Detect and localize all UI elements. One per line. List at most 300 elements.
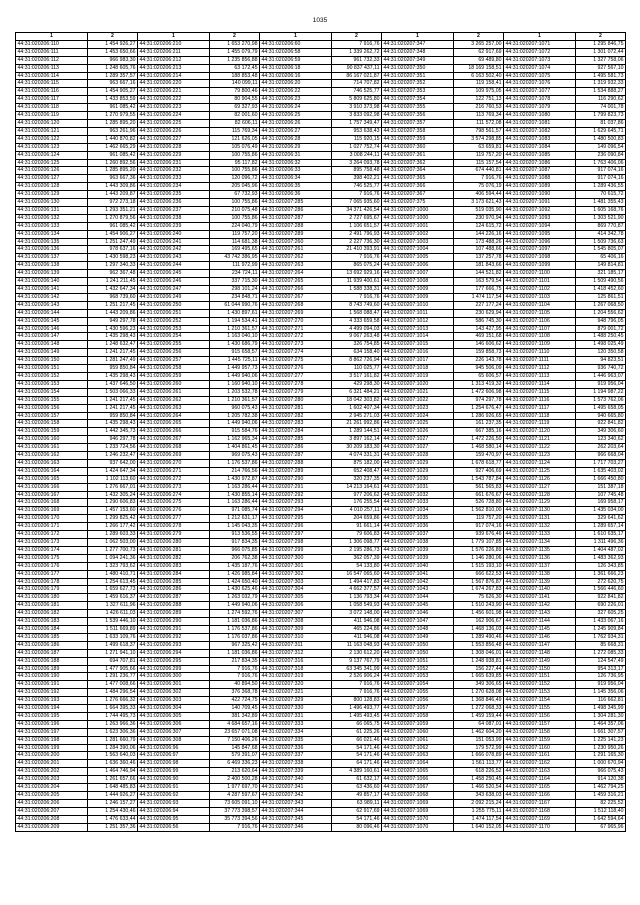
cadastral-number-cell: 44:31:020206:185 xyxy=(16,633,88,641)
cadastral-number-cell: 44:31:020207:366 xyxy=(382,183,454,191)
cadastral-value-cell: 1 512 118,40 xyxy=(576,807,626,815)
cadastral-value-cell: 1 306 098,77 xyxy=(332,539,382,547)
cadastral-number-cell: 44:31:020206:196 xyxy=(16,720,88,728)
cadastral-value-cell: 7 150 406,26 xyxy=(210,736,260,744)
table-row xyxy=(16,586,626,594)
table-row xyxy=(16,309,626,317)
cadastral-number-cell: 44:31:020206:138 xyxy=(16,262,88,270)
cadastral-value-cell: 122 751,13 xyxy=(454,96,504,104)
cadastral-value-cell: 969 075,43 xyxy=(210,452,260,460)
table-row xyxy=(16,515,626,523)
column-header: 2 xyxy=(210,33,260,41)
cadastral-value-cell: 140 709,45 xyxy=(210,705,260,713)
table-row xyxy=(16,784,626,792)
cadastral-number-cell: 44:31:020206:208 xyxy=(16,815,88,823)
cadastral-value-cell: 865 075,24 xyxy=(332,262,382,270)
cadastral-number-cell: 44:31:020207:1029 xyxy=(382,459,454,467)
cadastral-number-cell: 44:31:020207:1096 xyxy=(504,238,576,246)
cadastral-number-cell: 44:31:020206:20 xyxy=(260,80,332,88)
cadastral-value-cell: 149 814,81 xyxy=(576,262,626,270)
cadastral-number-cell: 44:31:020207:1094 xyxy=(504,222,576,230)
cadastral-number-cell: 44:31:020207:1026 xyxy=(382,428,454,436)
cadastral-number-cell: 44:31:020206:210 xyxy=(138,40,210,48)
table-row xyxy=(16,776,626,784)
cadastral-value-cell: 1 472 226,50 xyxy=(454,436,504,444)
cadastral-value-cell: 79 606,83 xyxy=(332,531,382,539)
cadastral-number-cell: 44:31:020207:1030 xyxy=(382,475,454,483)
cadastral-value-cell: 1 588 338,31 xyxy=(332,286,382,294)
cadastral-value-cell: 1 494 417,83 xyxy=(332,578,382,586)
cadastral-value-cell: 1 430 625,46 xyxy=(210,586,260,594)
table-row xyxy=(16,48,626,56)
cadastral-number-cell: 44:31:020206:254 xyxy=(138,333,210,341)
cadastral-number-cell: 44:31:020206:182 xyxy=(16,610,88,618)
cadastral-value-cell: 1 495 658,05 xyxy=(576,404,626,412)
cadastral-number-cell: 44:31:020206:177 xyxy=(16,570,88,578)
table-row xyxy=(16,728,626,736)
cadastral-value-cell: 7 916,76 xyxy=(210,673,260,681)
cadastral-value-cell: 1 246 157,27 xyxy=(88,799,138,807)
cadastral-number-cell: 44:31:020206:200 xyxy=(16,752,88,760)
table-row xyxy=(16,135,626,143)
cadastral-number-cell: 44:31:020206:117 xyxy=(16,96,88,104)
cadastral-number-cell: 44:31:020207:273 xyxy=(260,341,332,349)
cadastral-number-cell: 44:31:020207:1003 xyxy=(382,238,454,246)
cadastral-value-cell: 1 445 725,11 xyxy=(210,357,260,365)
cadastral-number-cell: 44:31:020206:157 xyxy=(16,412,88,420)
cadastral-number-cell: 44:31:020207:1111 xyxy=(504,357,576,365)
cadastral-value-cell: 1 270 628,08 xyxy=(454,689,504,697)
cadastral-value-cell: 1 454 905,27 xyxy=(88,88,138,96)
cadastral-value-cell: 746 525,77 xyxy=(332,88,382,96)
cadastral-value-cell: 4 684 657,16 xyxy=(210,720,260,728)
cadastral-value-cell: 1 241 217,45 xyxy=(88,404,138,412)
cadastral-number-cell: 44:31:020207:1143 xyxy=(504,610,576,618)
table-row xyxy=(16,40,626,48)
cadastral-number-cell: 44:31:020207:1090 xyxy=(504,191,576,199)
cadastral-value-cell: 1 274 592,76 xyxy=(210,610,260,618)
cadastral-value-cell: 1 295 846,75 xyxy=(576,40,626,48)
table-row xyxy=(16,64,626,72)
cadastral-value-cell: 666 622,53 xyxy=(454,570,504,578)
cadastral-number-cell: 44:31:020207:1054 xyxy=(382,681,454,689)
cadastral-number-cell: 44:31:020206:160 xyxy=(16,436,88,444)
cadastral-value-cell: 1 313 419,32 xyxy=(454,380,504,388)
cadastral-number-cell: 44:31:020207:282 xyxy=(260,412,332,420)
cadastral-value-cell: 919 956,04 xyxy=(576,681,626,689)
cadastral-value-cell: 120 350,58 xyxy=(576,349,626,357)
cadastral-number-cell: 44:31:020207:1060 xyxy=(382,728,454,736)
cadastral-value-cell: 1 270 979,55 xyxy=(88,112,138,120)
cadastral-value-cell: 917 074,16 xyxy=(454,523,504,531)
cadastral-value-cell: 1 289 144,51 xyxy=(332,428,382,436)
cadastral-number-cell: 44:31:020207:1084 xyxy=(504,143,576,151)
cadastral-value-cell: 100 755,86 xyxy=(210,199,260,207)
cadastral-value-cell: 320 237,35 xyxy=(332,475,382,483)
cadastral-number-cell: 44:31:020206:222 xyxy=(138,96,210,104)
cadastral-number-cell: 44:31:020207:1101 xyxy=(504,278,576,286)
cadastral-value-cell: 145 847,68 xyxy=(210,744,260,752)
table-row xyxy=(16,246,626,254)
cadastral-value-cell: 1 299 825,42 xyxy=(88,515,138,523)
cadastral-value-cell: 1 424 647,34 xyxy=(88,467,138,475)
cadastral-number-cell: 44:31:020206:94 xyxy=(138,807,210,815)
cadastral-value-cell: 1 605 168,76 xyxy=(576,206,626,214)
cadastral-value-cell: 109 975,05 xyxy=(454,88,504,96)
cadastral-value-cell: 1 515 193,10 xyxy=(454,562,504,570)
cadastral-number-cell: 44:31:020206:237 xyxy=(138,206,210,214)
cadastral-number-cell: 44:31:020206:229 xyxy=(138,151,210,159)
cadastral-value-cell: 940 665,80 xyxy=(576,412,626,420)
cadastral-value-cell: 7 916,76 xyxy=(454,175,504,183)
cadastral-value-cell: 126 736,95 xyxy=(576,673,626,681)
cadastral-number-cell: 44:31:020206:307 xyxy=(138,728,210,736)
cadastral-number-cell: 44:31:020206:27 xyxy=(260,127,332,135)
cadastral-number-cell: 44:31:020207:330 xyxy=(260,705,332,713)
cadastral-number-cell: 44:31:020206:173 xyxy=(16,539,88,547)
cadastral-value-cell: 224 040,79 xyxy=(210,222,260,230)
cadastral-number-cell: 44:31:020206:287 xyxy=(138,594,210,602)
cadastral-value-cell: 1 145 356,06 xyxy=(576,689,626,697)
cadastral-number-cell: 44:31:020206:234 xyxy=(138,183,210,191)
cadastral-number-cell: 44:31:020207:1134 xyxy=(504,539,576,547)
cadastral-number-cell: 44:31:020207:320 xyxy=(260,681,332,689)
cadastral-value-cell: 1 456 601,98 xyxy=(454,610,504,618)
cadastral-number-cell: 44:31:020206:56 xyxy=(138,823,210,831)
cadastral-number-cell: 44:31:020207:1095 xyxy=(504,230,576,238)
cadastral-value-cell: 111 572,08 xyxy=(454,119,504,127)
cadastral-value-cell: 1 449 957,73 xyxy=(210,365,260,373)
table-row xyxy=(16,104,626,112)
cadastral-number-cell: 44:31:020207:1064 xyxy=(382,760,454,768)
cadastral-number-cell: 44:31:020206:294 xyxy=(138,649,210,657)
cadastral-value-cell: 2 130 612,20 xyxy=(332,649,382,657)
cadastral-number-cell: 44:31:020206:112 xyxy=(16,56,88,64)
cadastral-value-cell: 144 521,82 xyxy=(454,270,504,278)
table-row xyxy=(16,436,626,444)
cadastral-value-cell: 1 361 666,23 xyxy=(576,570,626,578)
cadastral-number-cell: 44:31:020207:1068 xyxy=(382,792,454,800)
cadastral-number-cell: 44:31:020207:360 xyxy=(382,143,454,151)
cadastral-value-cell: 946 297,78 xyxy=(88,436,138,444)
cadastral-number-cell: 44:31:020207:287 xyxy=(260,452,332,460)
cadastral-value-cell: 1 553 856,48 xyxy=(454,641,504,649)
cadastral-value-cell: 922 841,82 xyxy=(576,420,626,428)
cadastral-value-cell: 126 343,85 xyxy=(576,562,626,570)
cadastral-number-cell: 44:31:020207:300 xyxy=(260,554,332,562)
cadastral-number-cell: 44:31:020207:1027 xyxy=(382,444,454,452)
cadastral-number-cell: 44:31:020207:1053 xyxy=(382,673,454,681)
cadastral-value-cell: 1 308 046,01 xyxy=(454,649,504,657)
cadastral-value-cell: 1 432 647,34 xyxy=(88,286,138,294)
table-row xyxy=(16,333,626,341)
cadastral-value-cell: 1 281 247,49 xyxy=(88,357,138,365)
cadastral-number-cell: 44:31:020207:357 xyxy=(382,119,454,127)
cadastral-number-cell: 44:31:020207:260 xyxy=(260,238,332,246)
cadastral-number-cell: 44:31:020207:1017 xyxy=(382,357,454,365)
cadastral-number-cell: 44:31:020206:303 xyxy=(138,697,210,705)
table-row xyxy=(16,357,626,365)
cadastral-value-cell: 1 281 660,79 xyxy=(88,736,138,744)
cadastral-number-cell: 44:31:020207:1067 xyxy=(382,784,454,792)
cadastral-value-cell: 948 796,05 xyxy=(576,317,626,325)
cadastral-value-cell: 966 075,85 xyxy=(210,546,260,554)
cadastral-value-cell: 61 044 990,76 xyxy=(210,301,260,309)
cadastral-number-cell: 44:31:020206:163 xyxy=(16,459,88,467)
cadastral-number-cell: 44:31:020207:297 xyxy=(260,531,332,539)
cadastral-value-cell: 63 345 341,99 xyxy=(332,665,382,673)
cadastral-number-cell: 44:31:020206:149 xyxy=(16,349,88,357)
cadastral-number-cell: 44:31:020207:1019 xyxy=(382,372,454,380)
cadastral-number-cell: 44:31:020206:166 xyxy=(16,483,88,491)
cadastral-value-cell: 1 289 436,55 xyxy=(576,183,626,191)
cadastral-number-cell: 44:31:020207:1170 xyxy=(504,823,576,831)
cadastral-number-cell: 44:31:020206:31 xyxy=(260,151,332,159)
cadastral-number-cell: 44:31:020206:16 xyxy=(260,72,332,80)
cadastral-value-cell: 1 648 485,83 xyxy=(88,784,138,792)
cadastral-number-cell: 44:31:020206:188 xyxy=(16,657,88,665)
cadastral-value-cell: 1 462 604,20 xyxy=(454,728,504,736)
cadastral-number-cell: 44:31:020207:268 xyxy=(260,301,332,309)
cadastral-number-cell: 44:31:020206:134 xyxy=(16,230,88,238)
table-row xyxy=(16,657,626,665)
cadastral-number-cell: 44:31:020206:147 xyxy=(16,333,88,341)
cadastral-number-cell: 44:31:020207:1050 xyxy=(382,641,454,649)
cadastral-number-cell: 44:31:020206:245 xyxy=(138,270,210,278)
cadastral-value-cell: 1 235 856,88 xyxy=(210,56,260,64)
cadastral-number-cell: 44:31:020206:192 xyxy=(16,689,88,697)
cadastral-number-cell: 44:31:020207:1008 xyxy=(382,278,454,286)
cadastral-value-cell: 1 472 606,98 xyxy=(454,388,504,396)
cadastral-value-cell: 3 910 373,98 xyxy=(332,104,382,112)
cadastral-value-cell: 915 658,57 xyxy=(210,349,260,357)
cadastral-number-cell: 44:31:020207:1092 xyxy=(504,206,576,214)
cadastral-value-cell: 1 176 537,86 xyxy=(210,459,260,467)
cadastral-value-cell: 272 620,75 xyxy=(576,578,626,586)
cadastral-number-cell: 44:31:020206:99 xyxy=(138,768,210,776)
cadastral-number-cell: 44:31:020207:375 xyxy=(382,199,454,207)
cadastral-value-cell: 1 162 965,34 xyxy=(210,436,260,444)
cadastral-number-cell: 44:31:020207:287 xyxy=(260,214,332,222)
cadastral-number-cell: 44:31:020206:289 xyxy=(138,610,210,618)
cadastral-value-cell: 1 293 351,21 xyxy=(88,206,138,214)
cadastral-number-cell: 44:31:020207:365 xyxy=(382,175,454,183)
cadastral-number-cell: 44:31:020207:1032 xyxy=(382,491,454,499)
cadastral-value-cell: 326 754,85 xyxy=(332,341,382,349)
table-row xyxy=(16,88,626,96)
cadastral-value-cell: 963 667,16 xyxy=(88,80,138,88)
cadastral-number-cell: 44:31:020207:1058 xyxy=(382,712,454,720)
cadastral-value-cell: 977 206,62 xyxy=(332,491,382,499)
cadastral-value-cell: 1 666 450,80 xyxy=(576,475,626,483)
table-header-row xyxy=(16,33,626,41)
cadastral-value-cell: 1 263 966,36 xyxy=(88,720,138,728)
cadastral-number-cell: 44:31:020207:1070 xyxy=(382,823,454,831)
cadastral-number-cell: 44:31:020206:189 xyxy=(16,665,88,673)
cadastral-value-cell: 1 145 043,35 xyxy=(210,523,260,531)
cadastral-number-cell: 44:31:020206:179 xyxy=(16,586,88,594)
cadastral-number-cell: 44:31:020207:1071 xyxy=(504,40,576,48)
cadastral-value-cell: 1 230 950,26 xyxy=(576,744,626,752)
cadastral-value-cell: 181 843,66 xyxy=(454,262,504,270)
cadastral-value-cell: 343 638,03 xyxy=(454,792,504,800)
cadastral-number-cell: 44:31:020206:118 xyxy=(16,104,88,112)
cadastral-number-cell: 44:31:020207:1000 xyxy=(382,214,454,222)
cadastral-value-cell: 3 833 092,98 xyxy=(332,112,382,120)
cadastral-number-cell: 44:31:020207:283 xyxy=(260,420,332,428)
cadastral-value-cell: 3 897 162,14 xyxy=(332,436,382,444)
cadastral-value-cell: 7 916,76 xyxy=(332,689,382,697)
cadastral-value-cell: 1 432 305,24 xyxy=(88,491,138,499)
cadastral-number-cell: 44:31:020206:158 xyxy=(16,420,88,428)
cadastral-value-cell: 14 213 164,61 xyxy=(332,483,382,491)
cadastral-number-cell: 44:31:020207:1103 xyxy=(504,293,576,301)
cadastral-number-cell: 44:31:020207:1159 xyxy=(504,736,576,744)
cadastral-number-cell: 44:31:020207:1139 xyxy=(504,578,576,586)
cadastral-value-cell: 227 177,24 xyxy=(454,301,504,309)
table-row xyxy=(16,262,626,270)
cadastral-number-cell: 44:31:020206:36 xyxy=(260,191,332,199)
cadastral-number-cell: 44:31:020207:291 xyxy=(260,483,332,491)
table-row xyxy=(16,760,626,768)
cadastral-number-cell: 44:31:020207:339 xyxy=(260,768,332,776)
cadastral-value-cell: 64 171,46 xyxy=(332,760,382,768)
cadastral-value-cell: 1 483 362,93 xyxy=(576,554,626,562)
cadastral-number-cell: 44:31:020207:1085 xyxy=(504,151,576,159)
cadastral-number-cell: 44:31:020206:181 xyxy=(16,602,88,610)
cadastral-value-cell: 7 065 935,60 xyxy=(332,199,382,207)
cadastral-number-cell: 44:31:020206:301 xyxy=(138,681,210,689)
cadastral-number-cell: 44:31:020206:115 xyxy=(16,80,88,88)
cadastral-value-cell: 1 480 500,83 xyxy=(576,135,626,143)
cadastral-value-cell: 105 076,49 xyxy=(210,143,260,151)
cadastral-number-cell: 44:31:020206:145 xyxy=(16,317,88,325)
cadastral-number-cell: 44:31:020206:206 xyxy=(16,799,88,807)
cadastral-value-cell: 919 956,04 xyxy=(576,380,626,388)
cadastral-number-cell: 44:31:020207:1123 xyxy=(504,452,576,460)
table-row xyxy=(16,127,626,135)
cadastral-number-cell: 44:31:020206:161 xyxy=(16,444,88,452)
cadastral-value-cell: 1 511 669,89 xyxy=(88,625,138,633)
cadastral-value-cell: 1 496 493,77 xyxy=(332,705,382,713)
cadastral-number-cell: 44:31:020206:139 xyxy=(16,270,88,278)
cadastral-number-cell: 44:31:020206:97 xyxy=(138,752,210,760)
cadastral-number-cell: 44:31:020206:172 xyxy=(16,531,88,539)
cadastral-value-cell: 1 562 810,00 xyxy=(454,507,504,515)
cadastral-number-cell: 44:31:020206:126 xyxy=(16,167,88,175)
table-row xyxy=(16,452,626,460)
cadastral-number-cell: 44:31:020206:125 xyxy=(16,159,88,167)
cadastral-number-cell: 44:31:020207:262 xyxy=(260,254,332,262)
cadastral-value-cell: 7 916,76 xyxy=(210,665,260,673)
cadastral-number-cell: 44:31:020207:1089 xyxy=(504,183,576,191)
cadastral-value-cell: 1 602 407,34 xyxy=(332,404,382,412)
cadastral-number-cell: 44:31:020207:1151 xyxy=(504,673,576,681)
cadastral-value-cell: 694 707,81 xyxy=(88,657,138,665)
cadastral-value-cell: 1 241 217,45 xyxy=(88,349,138,357)
cadastral-number-cell: 44:31:020207:1016 xyxy=(382,349,454,357)
cadastral-value-cell: 1 498 025,49 xyxy=(576,341,626,349)
cadastral-value-cell: 110 025,77 xyxy=(332,365,382,373)
cadastral-number-cell: 44:31:020206:267 xyxy=(138,436,210,444)
cadastral-value-cell: 176 255,54 xyxy=(332,499,382,507)
cadastral-value-cell: 82 225,52 xyxy=(576,799,626,807)
cadastral-number-cell: 44:31:020207:299 xyxy=(260,546,332,554)
cadastral-number-cell: 44:31:020207:1126 xyxy=(504,475,576,483)
cadastral-number-cell: 44:31:020207:312 xyxy=(260,649,332,657)
cadastral-value-cell: 236 090,84 xyxy=(576,151,626,159)
cadastral-value-cell: 1 210 361,57 xyxy=(210,325,260,333)
cadastral-value-cell: 1 225 141,23 xyxy=(576,736,626,744)
cadastral-number-cell: 44:31:020207:1136 xyxy=(504,554,576,562)
cadastral-value-cell: 111 972,99 xyxy=(210,262,260,270)
cadastral-value-cell: 1 449 940,06 xyxy=(210,602,260,610)
cadastral-number-cell: 44:31:020207:1059 xyxy=(382,720,454,728)
cadastral-number-cell: 44:31:020207:1130 xyxy=(504,507,576,515)
cadastral-value-cell: 1 763 406,06 xyxy=(576,159,626,167)
cadastral-value-cell: 116 290,62 xyxy=(576,96,626,104)
cadastral-value-cell: 1 534 888,27 xyxy=(576,88,626,96)
cadastral-number-cell: 44:31:020207:1161 xyxy=(504,752,576,760)
table-row xyxy=(16,665,626,673)
cadastral-value-cell: 422 724,75 xyxy=(210,697,260,705)
cadastral-value-cell: 35 773 394,56 xyxy=(210,815,260,823)
cadastral-number-cell: 44:31:020207:1112 xyxy=(504,365,576,373)
cadastral-value-cell: 62 917,69 xyxy=(332,807,382,815)
cadastral-value-cell: 7 916,76 xyxy=(332,191,382,199)
cadastral-number-cell: 44:31:020207:281 xyxy=(260,404,332,412)
cadastral-number-cell: 44:31:020206:263 xyxy=(138,404,210,412)
cadastral-value-cell: 217 834,35 xyxy=(210,657,260,665)
cadastral-value-cell: 1 435 298,43 xyxy=(88,420,138,428)
cadastral-number-cell: 44:31:020207:356 xyxy=(382,112,454,120)
cadastral-value-cell: 169 958,17 xyxy=(576,499,626,507)
table-row xyxy=(16,483,626,491)
cadastral-number-cell: 44:31:020206:256 xyxy=(138,349,210,357)
cadastral-value-cell: 1 480 410,71 xyxy=(88,570,138,578)
cadastral-value-cell: 204 659,86 xyxy=(332,515,382,523)
table-row xyxy=(16,372,626,380)
cadastral-number-cell: 44:31:020207:1043 xyxy=(382,586,454,594)
cadastral-value-cell: 125 861,51 xyxy=(576,293,626,301)
cadastral-value-cell: 1 610 635,17 xyxy=(576,531,626,539)
cadastral-value-cell: 1 623 306,36 xyxy=(88,728,138,736)
cadastral-number-cell: 44:31:020206:269 xyxy=(138,452,210,460)
cadastral-value-cell: 1 426 611,03 xyxy=(88,610,138,618)
cadastral-value-cell: 798 561,57 xyxy=(454,127,504,135)
cadastral-value-cell: 1 495 493,45 xyxy=(332,712,382,720)
cadastral-value-cell: 963 261,96 xyxy=(88,127,138,135)
cadastral-value-cell: 1 260 892,56 xyxy=(88,159,138,167)
cadastral-number-cell: 44:31:020207:348 xyxy=(382,48,454,56)
cadastral-value-cell: 70 615,72 xyxy=(576,191,626,199)
cadastral-value-cell: 188 853,48 xyxy=(210,72,260,80)
cadastral-number-cell: 44:31:020206:26 xyxy=(260,119,332,127)
cadastral-number-cell: 44:31:020206:214 xyxy=(138,72,210,80)
cadastral-value-cell: 1 303 521,90 xyxy=(576,214,626,222)
cadastral-value-cell: 526 728,80 xyxy=(454,499,504,507)
cadastral-value-cell: 1 498 345,99 xyxy=(576,705,626,713)
cadastral-number-cell: 44:31:020206:265 xyxy=(138,420,210,428)
cadastral-number-cell: 44:31:020207:289 xyxy=(260,230,332,238)
cadastral-value-cell: 7 916,76 xyxy=(332,40,382,48)
cadastral-value-cell: 8 743 749,60 xyxy=(332,301,382,309)
cadastral-value-cell: 1 442 345,73 xyxy=(88,428,138,436)
cadastral-number-cell: 44:31:020207:1052 xyxy=(382,665,454,673)
cadastral-value-cell: 1 270 879,56 xyxy=(88,214,138,222)
cadastral-number-cell: 44:31:020207:319 xyxy=(260,673,332,681)
table-row xyxy=(16,222,626,230)
